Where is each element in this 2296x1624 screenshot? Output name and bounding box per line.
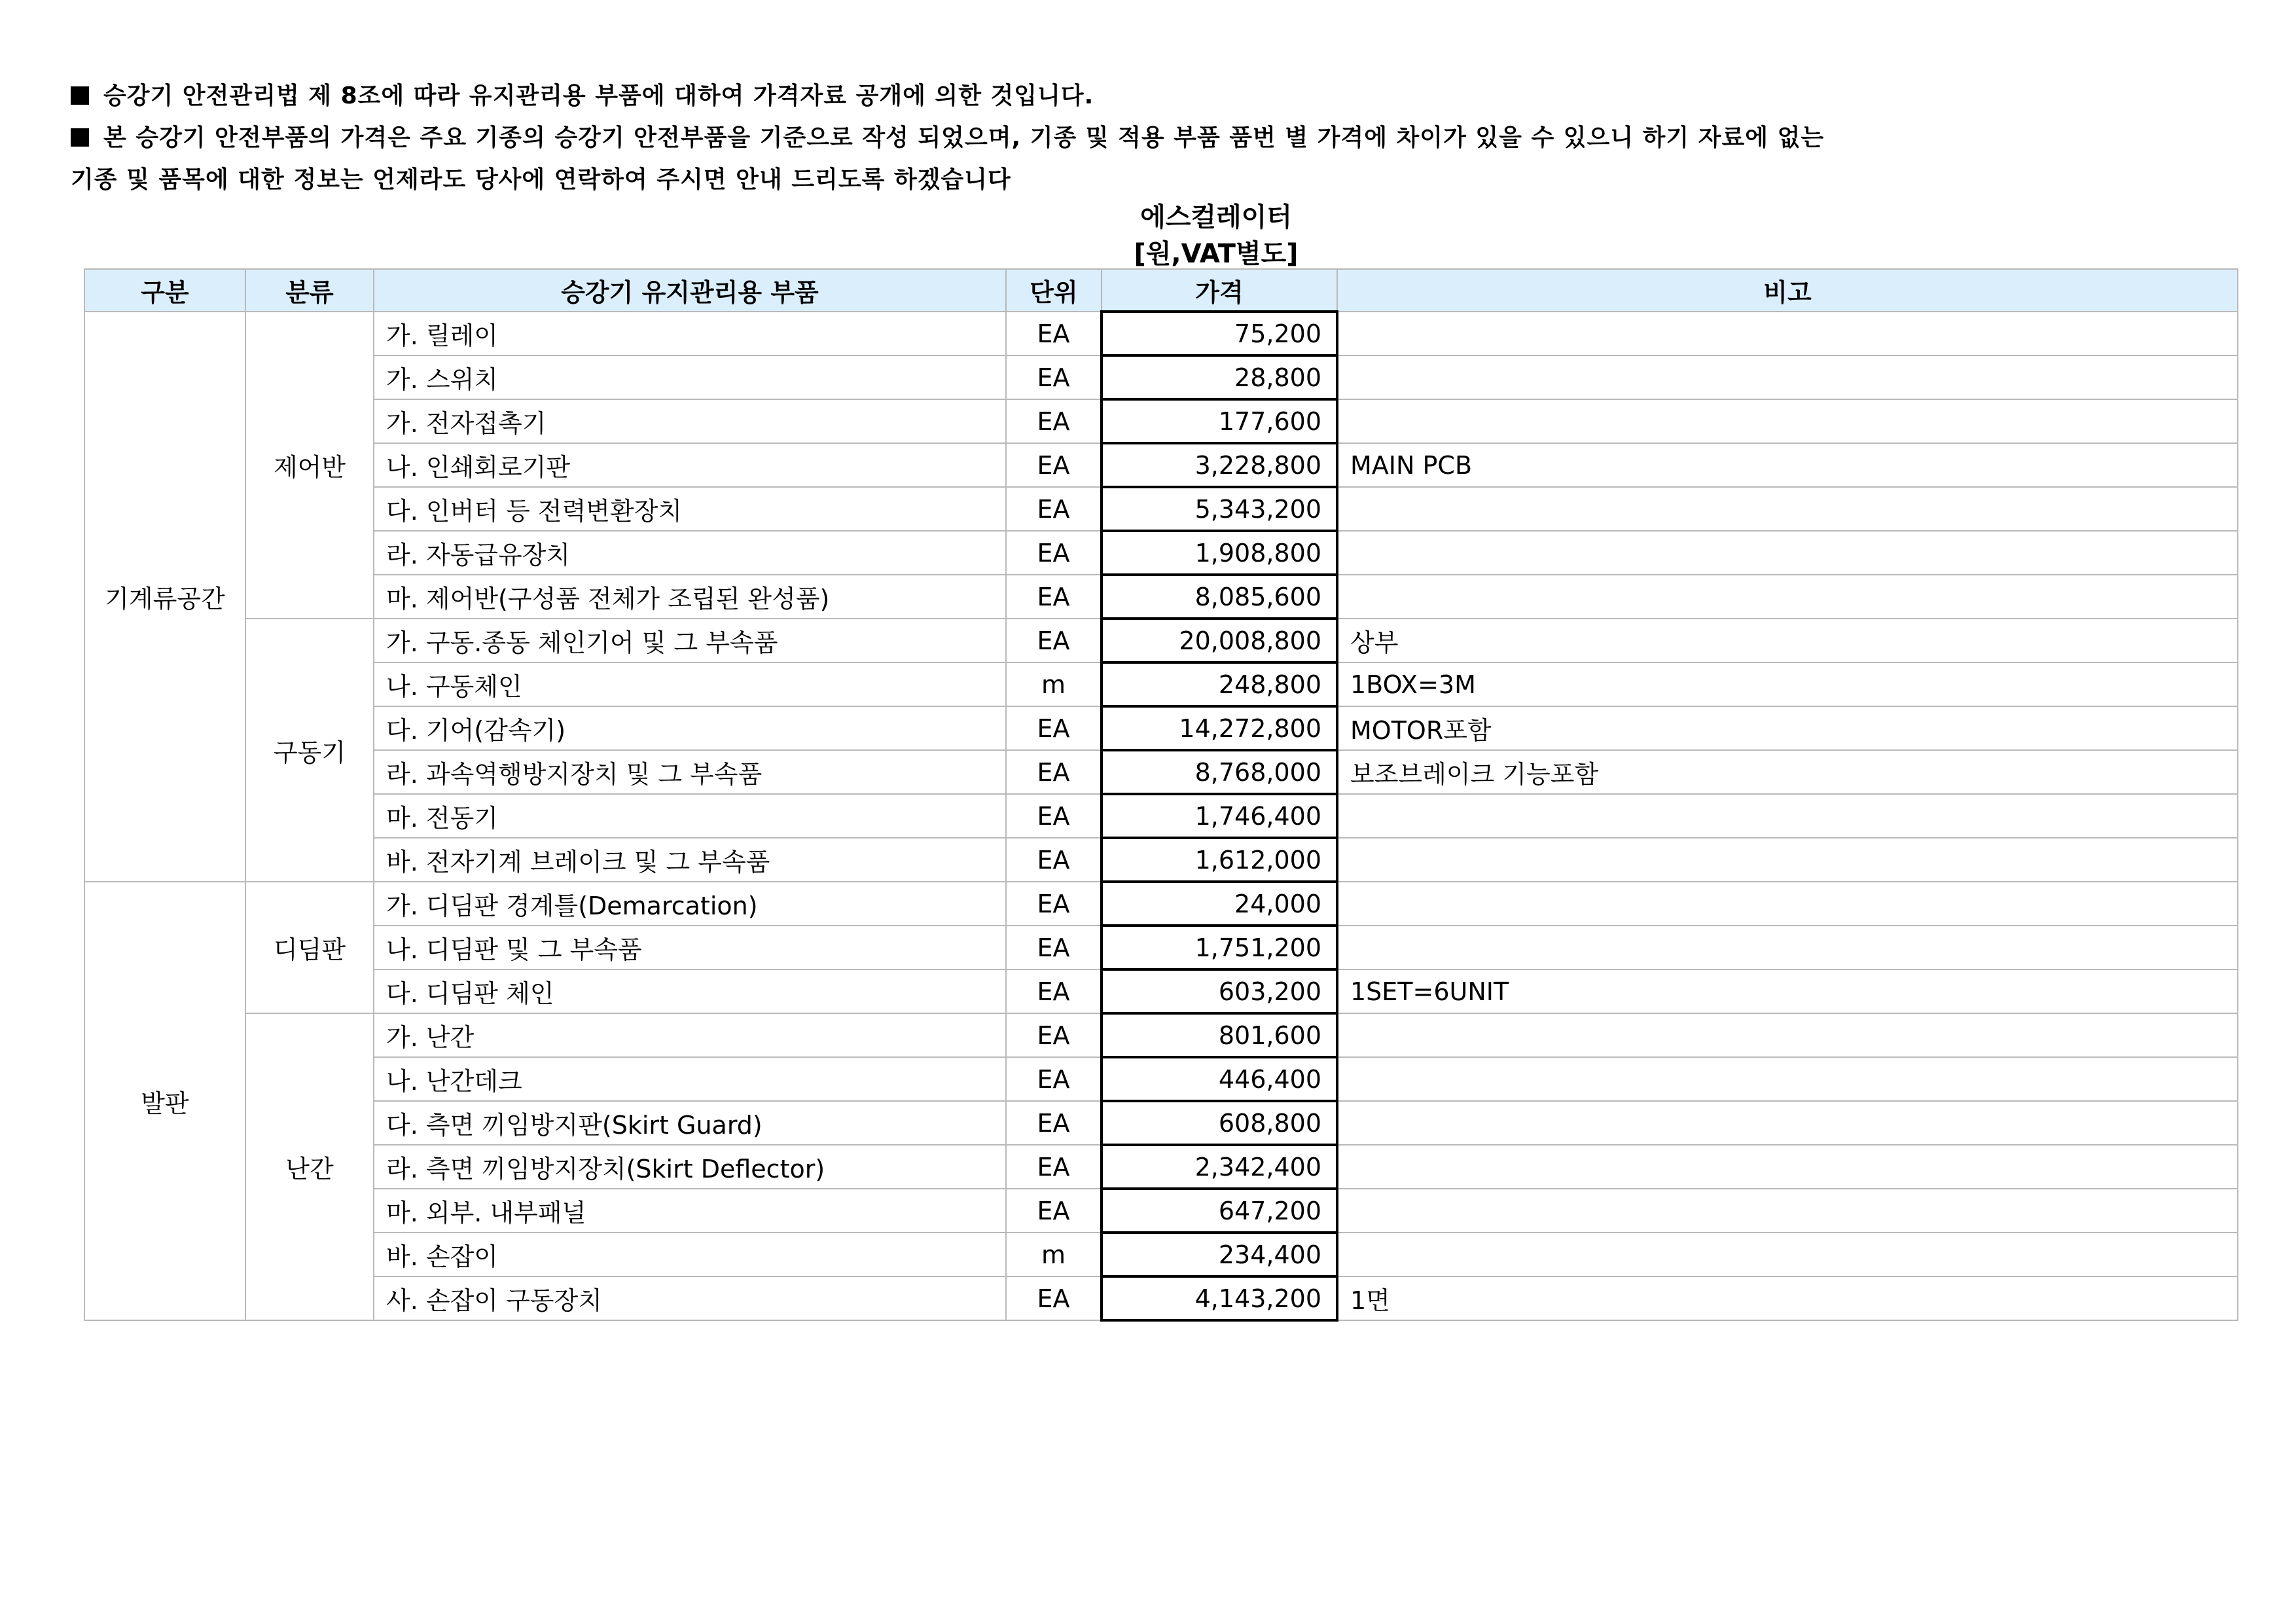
price-cell: 5,343,200 <box>1102 487 1337 531</box>
notice-line-2 <box>71 119 1824 153</box>
remark-cell: 1면 <box>1337 1276 2238 1320</box>
remark-cell <box>1337 1145 2238 1189</box>
remark-cell <box>1337 794 2238 838</box>
table-row <box>84 443 2238 487</box>
price-cell: 801,600 <box>1102 1013 1337 1057</box>
table-row <box>84 1101 2238 1145</box>
unit-cell: EA <box>1006 487 1102 531</box>
remark-cell <box>1337 1233 2238 1276</box>
price-cell: 8,768,000 <box>1102 750 1337 794</box>
part-name-cell: 사. 손잡이 구동장치 <box>374 1276 1006 1320</box>
remark-cell <box>1337 575 2238 619</box>
table-row <box>84 531 2238 575</box>
remark-cell <box>1337 882 2238 926</box>
table-row <box>84 575 2238 619</box>
price-cell: 608,800 <box>1102 1101 1337 1145</box>
price-table <box>84 268 2238 1322</box>
remark-cell <box>1337 399 2238 443</box>
part-name-cell: 나. 인쇄회로기판 <box>374 443 1006 487</box>
part-name-cell: 다. 측면 끼임방지판(Skirt Guard) <box>374 1101 1006 1145</box>
unit-cell: EA <box>1006 619 1102 662</box>
part-name-cell: 마. 외부. 내부패널 <box>374 1189 1006 1233</box>
square-bullet-icon <box>71 86 89 105</box>
header-price: 가격 <box>1102 269 1337 312</box>
unit-cell: EA <box>1006 355 1102 399</box>
header-unit: 단위 <box>1006 269 1102 312</box>
remark-cell: 보조브레이크 기능포함 <box>1337 750 2238 794</box>
notice-text: 본 승강기 안전부품의 가격은 주요 기종의 승강기 안전부품을 기준으로 작성 되었으며, 기종 및 적용 부품 품번 별 가격에 차이가 있을 수 있으니 하기 자료에 없는 <box>103 124 1825 151</box>
part-name-cell: 나. 디딤판 및 그 부속품 <box>374 926 1006 969</box>
price-cell: 3,228,800 <box>1102 443 1337 487</box>
table-row <box>84 882 2238 926</box>
unit-cell: EA <box>1006 443 1102 487</box>
remark-cell: MOTOR포함 <box>1337 706 2238 750</box>
unit-cell: EA <box>1006 312 1102 355</box>
table-header-row <box>84 269 2238 312</box>
price-cell: 1,746,400 <box>1102 794 1337 838</box>
table-body <box>84 312 2238 1320</box>
part-name-cell: 가. 디딤판 경계틀(Demarcation) <box>374 882 1006 926</box>
remark-cell <box>1337 1101 2238 1145</box>
unit-cell: EA <box>1006 1145 1102 1189</box>
notice-line-3 <box>71 161 1011 194</box>
unit-cell: EA <box>1006 1276 1102 1320</box>
table-row <box>84 926 2238 969</box>
notice-text: 승강기 안전관리법 제 8조에 따라 유지관리용 부품에 대하여 가격자료 공개에 의한 것입니다. <box>103 82 1094 109</box>
table-row <box>84 1145 2238 1189</box>
part-name-cell: 나. 구동체인 <box>374 662 1006 706</box>
unit-cell: EA <box>1006 1189 1102 1233</box>
header-part: 승강기 유지관리용 부품 <box>374 269 1006 312</box>
table-row <box>84 706 2238 750</box>
table-row <box>84 750 2238 794</box>
remark-cell <box>1337 838 2238 882</box>
table-row <box>84 662 2238 706</box>
part-name-cell: 가. 스위치 <box>374 355 1006 399</box>
price-cell: 234,400 <box>1102 1233 1337 1276</box>
price-cell: 14,272,800 <box>1102 706 1337 750</box>
price-cell: 8,085,600 <box>1102 575 1337 619</box>
unit-cell: m <box>1006 1233 1102 1276</box>
remark-cell <box>1337 1057 2238 1101</box>
section-cell: 발판 <box>84 882 245 1320</box>
category-cell: 난간 <box>245 1013 374 1320</box>
part-name-cell: 가. 릴레이 <box>374 312 1006 355</box>
unit-cell: EA <box>1006 794 1102 838</box>
table-row <box>84 1057 2238 1101</box>
price-cell: 248,800 <box>1102 662 1337 706</box>
price-cell: 75,200 <box>1102 312 1337 355</box>
price-cell: 4,143,200 <box>1102 1276 1337 1320</box>
part-name-cell: 다. 기어(감속기) <box>374 706 1006 750</box>
table-row <box>84 838 2238 882</box>
remark-cell <box>1337 926 2238 969</box>
remark-cell: 1SET=6UNIT <box>1337 969 2238 1013</box>
table-row <box>84 487 2238 531</box>
part-name-cell: 마. 전동기 <box>374 794 1006 838</box>
section-cell: 기계류공간 <box>84 312 245 882</box>
remark-cell: MAIN PCB <box>1337 443 2238 487</box>
remark-cell <box>1337 531 2238 575</box>
unit-cell: EA <box>1006 1101 1102 1145</box>
price-cell: 446,400 <box>1102 1057 1337 1101</box>
part-name-cell: 라. 자동급유장치 <box>374 531 1006 575</box>
price-cell: 1,908,800 <box>1102 531 1337 575</box>
remark-cell: 1BOX=3M <box>1337 662 2238 706</box>
table-row <box>84 1233 2238 1276</box>
remark-cell <box>1337 1189 2238 1233</box>
part-name-cell: 라. 측면 끼임방지장치(Skirt Deflector) <box>374 1145 1006 1189</box>
table-row <box>84 969 2238 1013</box>
table-row <box>84 1276 2238 1320</box>
price-cell: 647,200 <box>1102 1189 1337 1233</box>
unit-cell: EA <box>1006 399 1102 443</box>
price-cell: 28,800 <box>1102 355 1337 399</box>
price-cell: 20,008,800 <box>1102 619 1337 662</box>
part-name-cell: 마. 제어반(구성품 전체가 조립된 완성품) <box>374 575 1006 619</box>
part-name-cell: 바. 손잡이 <box>374 1233 1006 1276</box>
category-cell: 구동기 <box>245 619 374 882</box>
header-remark: 비고 <box>1337 269 2238 312</box>
price-cell: 177,600 <box>1102 399 1337 443</box>
part-name-cell: 가. 구동.종동 체인기어 및 그 부속품 <box>374 619 1006 662</box>
part-name-cell: 다. 디딤판 체인 <box>374 969 1006 1013</box>
remark-cell <box>1337 355 2238 399</box>
unit-cell: EA <box>1006 750 1102 794</box>
part-name-cell: 가. 전자접촉기 <box>374 399 1006 443</box>
table-row <box>84 1189 2238 1233</box>
table-row <box>84 619 2238 662</box>
remark-cell: 상부 <box>1337 619 2238 662</box>
table-row <box>84 312 2238 355</box>
unit-cell: EA <box>1006 531 1102 575</box>
header-category: 분류 <box>245 269 374 312</box>
unit-cell: EA <box>1006 882 1102 926</box>
square-bullet-icon <box>71 128 89 147</box>
price-cell: 1,751,200 <box>1102 926 1337 969</box>
table-row <box>84 355 2238 399</box>
page-title: 에스컬레이터 <box>1140 202 1292 232</box>
category-cell: 디딤판 <box>245 882 374 1013</box>
unit-cell: EA <box>1006 1013 1102 1057</box>
unit-cell: EA <box>1006 926 1102 969</box>
price-cell: 1,612,000 <box>1102 838 1337 882</box>
table-row <box>84 794 2238 838</box>
remark-cell <box>1337 1013 2238 1057</box>
price-cell: 2,342,400 <box>1102 1145 1337 1189</box>
unit-cell: EA <box>1006 575 1102 619</box>
part-name-cell: 나. 난간데크 <box>374 1057 1006 1101</box>
unit-cell: m <box>1006 662 1102 706</box>
part-name-cell: 라. 과속역행방지장치 및 그 부속품 <box>374 750 1006 794</box>
table-row <box>84 1013 2238 1057</box>
table-row <box>84 399 2238 443</box>
unit-cell: EA <box>1006 969 1102 1013</box>
category-cell: 제어반 <box>245 312 374 619</box>
unit-cell: EA <box>1006 838 1102 882</box>
price-cell: 24,000 <box>1102 882 1337 926</box>
part-name-cell: 다. 인버터 등 전력변환장치 <box>374 487 1006 531</box>
header-section: 구분 <box>84 269 245 312</box>
notice-text: 기종 및 품목에 대한 정보는 언제라도 당사에 연락하여 주시면 안내 드리도록 하겠습니다 <box>71 166 1011 193</box>
remark-cell <box>1337 312 2238 355</box>
price-cell: 603,200 <box>1102 969 1337 1013</box>
price-unit-note: [원,VAT별도] <box>1134 239 1299 269</box>
remark-cell <box>1337 487 2238 531</box>
notice-line-1 <box>71 77 1094 111</box>
part-name-cell: 가. 난간 <box>374 1013 1006 1057</box>
unit-cell: EA <box>1006 1057 1102 1101</box>
part-name-cell: 바. 전자기계 브레이크 및 그 부속품 <box>374 838 1006 882</box>
unit-cell: EA <box>1006 706 1102 750</box>
